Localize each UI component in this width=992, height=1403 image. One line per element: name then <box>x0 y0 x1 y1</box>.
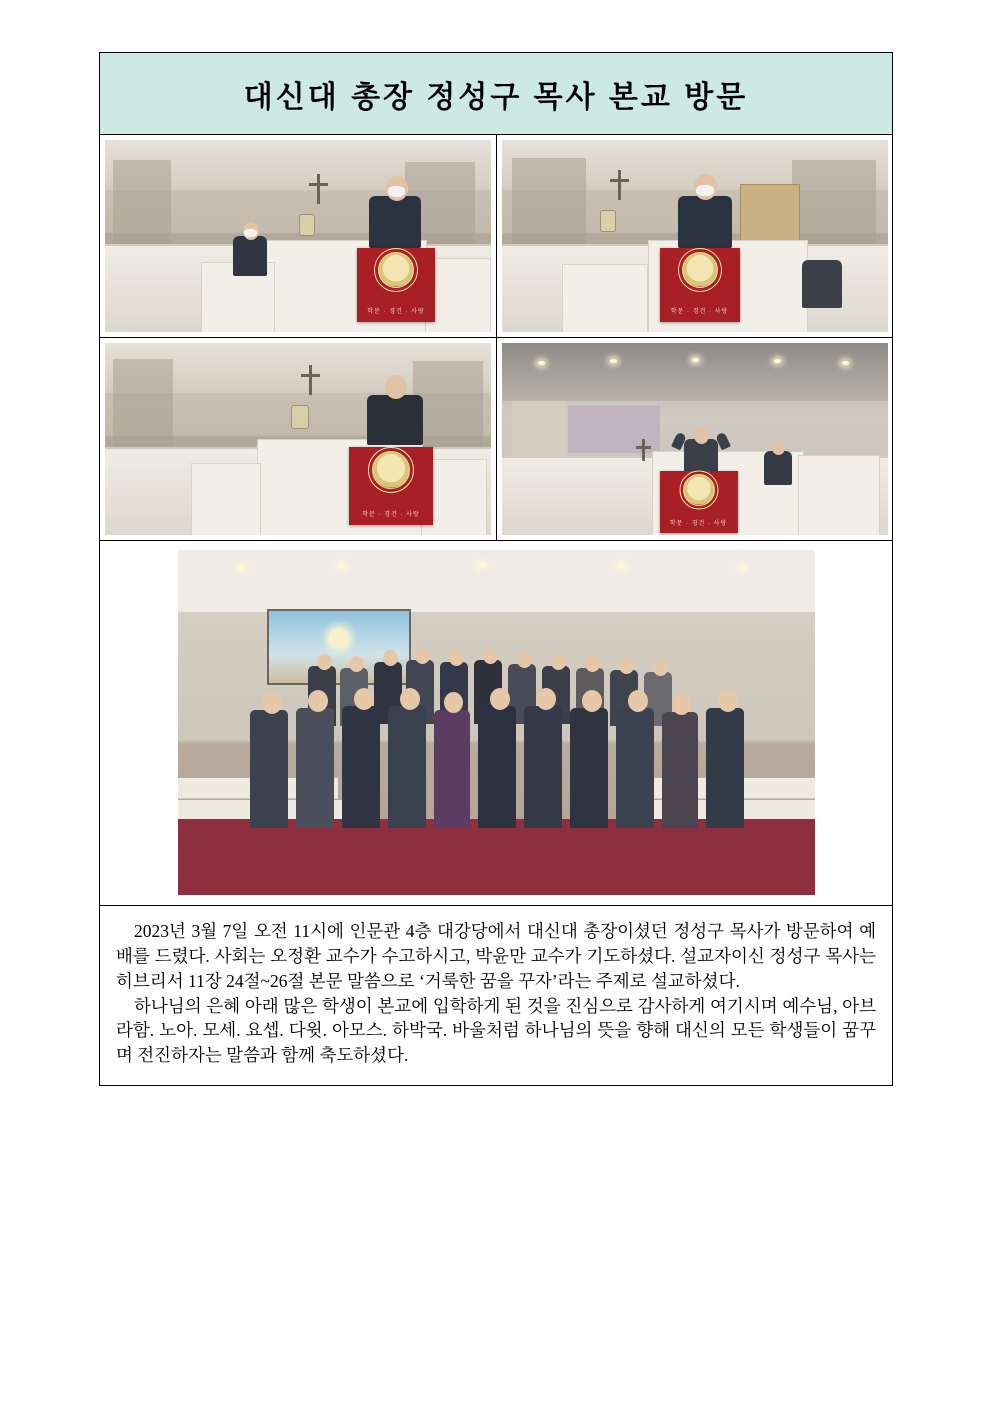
photo-pulpit-speaker-2 <box>502 140 888 332</box>
banner-motto: 학문 · 경건 · 사랑 <box>669 521 728 528</box>
banner-motto: 학문 · 경건 · 사랑 <box>362 511 420 518</box>
article-body <box>100 906 892 1085</box>
photo-row-3 <box>100 541 892 906</box>
article-paragraph-2: 하나님의 은혜 아래 많은 학생이 본교에 입학하게 된 것을 진심으로 감사하게 여기시며 예수님, 아브라함. 노아. 모세. 요셉. 다윗. 아모스. 하박국. 바울처럼 하나님의 뜻을 향해 대신의 모든 학생들이 꿈꾸며 전진하자는 말씀과 함께 축도하셨다. <box>116 995 876 1066</box>
photo-pulpit-speaker-3 <box>105 343 491 535</box>
photo-benediction <box>502 343 888 535</box>
photo-row-1 <box>100 135 892 338</box>
article-paragraph-1: 2023년 3월 7일 오전 11시에 인문관 4층 대강당에서 대신대 총장이셨던 정성구 목사가 방문하여 예배를 드렸다. 사회는 오정환 교수가 수고하시고, 박윤만 교수가 기도하셨다. 설교자이신 정성구 목사는 히브리서 11장 24절~26절 본문 말씀으로 ‘거룩한 꿈을 꾸자’라는 주제로 설교하셨다. <box>116 921 876 991</box>
page-title-bar <box>100 53 892 135</box>
banner-motto: 학문 · 경건 · 사랑 <box>367 309 425 316</box>
photo-cell-3 <box>100 338 496 540</box>
photo-row-2 <box>100 338 892 541</box>
photo-cell-4 <box>496 338 892 540</box>
photo-cell-2 <box>496 135 892 337</box>
photo-pulpit-speaker-1 <box>105 140 491 332</box>
banner-motto: 학문 · 경건 · 사랑 <box>670 309 729 316</box>
document-page <box>99 52 893 1086</box>
photo-group <box>178 550 815 895</box>
photo-cell-5 <box>100 541 892 905</box>
page-title: 대신대 총장 정성구 목사 본교 방문 <box>243 80 749 114</box>
photo-cell-1 <box>100 135 496 337</box>
